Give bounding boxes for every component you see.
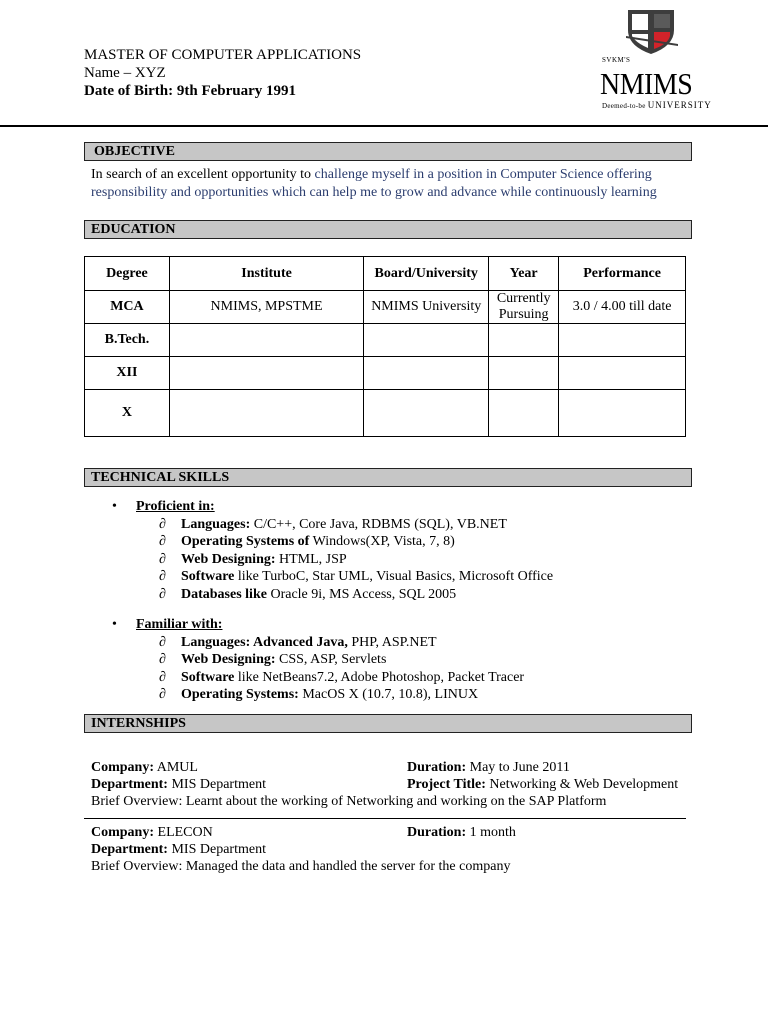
item-text: MacOS X (10.7, 10.8), LINUX	[298, 687, 479, 702]
candidate-name: Name – XYZ	[84, 65, 166, 81]
cell-year	[489, 324, 559, 357]
cell-degree: MCA	[85, 291, 170, 324]
bullet-icon: •	[112, 499, 117, 514]
education-heading-text: EDUCATION	[91, 222, 176, 237]
cell-performance	[559, 324, 686, 357]
item-label: Operating Systems of	[181, 534, 310, 549]
item-label: Web Designing:	[181, 652, 276, 667]
familiar-group	[112, 616, 692, 634]
internships-heading	[84, 714, 692, 733]
cell-year	[489, 357, 559, 390]
item-label: Operating Systems:	[181, 687, 299, 702]
list-item	[112, 533, 692, 551]
cell-performance: 3.0 / 4.00 till date	[559, 291, 686, 324]
resume-header	[84, 46, 361, 100]
duration	[407, 824, 516, 841]
date-of-birth: Date of Birth: 9th February 1991	[84, 83, 297, 99]
program-title: MASTER OF COMPUTER APPLICATIONS	[84, 47, 362, 63]
sub-bullet-icon: ∂	[159, 569, 166, 584]
cell-institute	[169, 357, 363, 390]
duration-value: May to June 2011	[466, 760, 570, 775]
overview-text: Brief Overview: Learnt about the working of Networking and working on the SAP Platform	[91, 794, 607, 809]
cell-year	[489, 390, 559, 437]
duration-value: 1 month	[466, 825, 516, 840]
familiar-items	[112, 634, 692, 704]
duration	[407, 759, 570, 776]
objective-heading	[84, 142, 692, 161]
cell-board	[364, 390, 489, 437]
item-text: Windows(XP, Vista, 7, 8)	[309, 534, 455, 549]
company-label: Company:	[91, 760, 155, 775]
logo-university-text	[602, 100, 712, 110]
proficient-label: Proficient in:	[136, 499, 215, 514]
item-text: C/C++, Core Java, RDBMS (SQL), VB.NET	[250, 516, 507, 532]
sub-bullet-icon: ∂	[159, 687, 166, 702]
item-text: like NetBeans7.2, Adobe Photoshop, Packet Tracer	[234, 669, 525, 685]
sub-bullet-icon: ∂	[159, 551, 166, 567]
objective-text-part1: In search of an excellent opportunity to	[91, 167, 315, 182]
cell-institute: NMIMS, MPSTME	[169, 291, 363, 324]
cell-degree: X	[85, 390, 170, 437]
education-header-row	[85, 257, 686, 291]
logo-brand-text: NMIMS	[600, 66, 693, 101]
company-row	[91, 759, 691, 776]
list-item	[112, 669, 692, 687]
list-item	[112, 651, 692, 669]
skills-heading	[84, 468, 692, 487]
internship-entry	[91, 824, 691, 875]
item-label: Software	[181, 669, 235, 685]
col-performance: Performance	[559, 257, 686, 291]
department-value: MIS Department	[167, 842, 266, 857]
logo-svkm-text: SVKM'S	[602, 56, 631, 64]
cell-institute	[169, 324, 363, 357]
list-item	[112, 516, 692, 534]
col-degree: Degree	[85, 257, 170, 291]
list-item	[112, 634, 692, 652]
company-label: Company:	[91, 825, 155, 840]
cell-board: NMIMS University	[364, 291, 489, 324]
objective-text-part2: challenge myself in a position in Computer Science offering responsibility and opportunities which can help me to grow and advance while continuously learning	[91, 167, 657, 200]
table-row	[85, 390, 686, 437]
education-heading	[84, 220, 692, 239]
item-label: Web Designing:	[181, 551, 276, 567]
sub-bullet-icon: ∂	[159, 652, 166, 667]
company-row	[91, 824, 691, 841]
company-value: AMUL	[154, 760, 198, 775]
sub-bullet-icon: ∂	[159, 586, 166, 602]
duration-label: Duration:	[407, 825, 467, 840]
sub-bullet-icon: ∂	[159, 534, 166, 549]
cell-board	[364, 324, 489, 357]
list-item	[112, 568, 692, 586]
logo-university-word: UNIVERSITY	[647, 100, 712, 110]
list-item	[112, 551, 692, 569]
item-label: Software	[181, 569, 235, 584]
item-label: Databases like	[181, 586, 267, 602]
company-value: ELECON	[154, 825, 213, 840]
cell-year: Currently Pursuing	[489, 291, 559, 324]
list-item	[112, 586, 692, 604]
item-text: like TurboC, Star UML, Visual Basics, Microsoft Office	[234, 569, 554, 584]
item-text: HTML, JSP	[275, 551, 347, 567]
education-table	[84, 256, 686, 437]
item-text: PHP, ASP.NET	[347, 634, 437, 650]
item-text: Oracle 9i, MS Access, SQL 2005	[266, 586, 457, 602]
overview-text: Brief Overview: Managed the data and handled the server for the company	[91, 859, 511, 874]
objective-text	[91, 166, 681, 202]
project-label: Project Title:	[407, 777, 486, 792]
table-row	[85, 324, 686, 357]
col-year: Year	[489, 257, 559, 291]
department-row	[91, 776, 691, 793]
item-text: CSS, ASP, Servlets	[275, 652, 387, 667]
department-row	[91, 841, 691, 858]
logo-deemed-text: Deemed-to-be	[602, 102, 646, 110]
sub-bullet-icon: ∂	[159, 516, 166, 532]
cell-degree: B.Tech.	[85, 324, 170, 357]
shield-emblem-icon	[598, 8, 706, 58]
list-item	[112, 686, 692, 704]
internship-divider	[84, 818, 686, 819]
col-board: Board/University	[364, 257, 489, 291]
cell-board	[364, 357, 489, 390]
sub-bullet-icon: ∂	[159, 669, 166, 685]
header-divider	[0, 125, 768, 127]
department-value: MIS Department	[167, 777, 266, 792]
proficient-group	[112, 498, 692, 516]
sub-bullet-icon: ∂	[159, 634, 166, 650]
col-institute: Institute	[169, 257, 363, 291]
item-label: Languages:	[181, 516, 251, 532]
cell-performance	[559, 390, 686, 437]
cell-degree: XII	[85, 357, 170, 390]
familiar-label: Familiar with:	[136, 617, 223, 632]
item-label: Languages: Advanced Java,	[181, 634, 348, 650]
cell-institute	[169, 390, 363, 437]
proficient-items	[112, 516, 692, 604]
skills-heading-text: TECHNICAL SKILLS	[91, 470, 230, 485]
project-title	[407, 776, 678, 793]
skills-list	[112, 498, 692, 704]
internships-heading-text: INTERNSHIPS	[91, 716, 186, 731]
department-label: Department:	[91, 777, 168, 792]
duration-label: Duration:	[407, 760, 467, 775]
project-value: Networking & Web Development	[485, 777, 679, 792]
nmims-logo	[598, 8, 712, 114]
department-label: Department:	[91, 842, 168, 857]
internship-entry	[91, 759, 691, 810]
bullet-icon: •	[112, 617, 117, 632]
objective-heading-text: OBJECTIVE	[94, 144, 175, 159]
table-row	[85, 357, 686, 390]
cell-performance	[559, 357, 686, 390]
table-row	[85, 291, 686, 324]
